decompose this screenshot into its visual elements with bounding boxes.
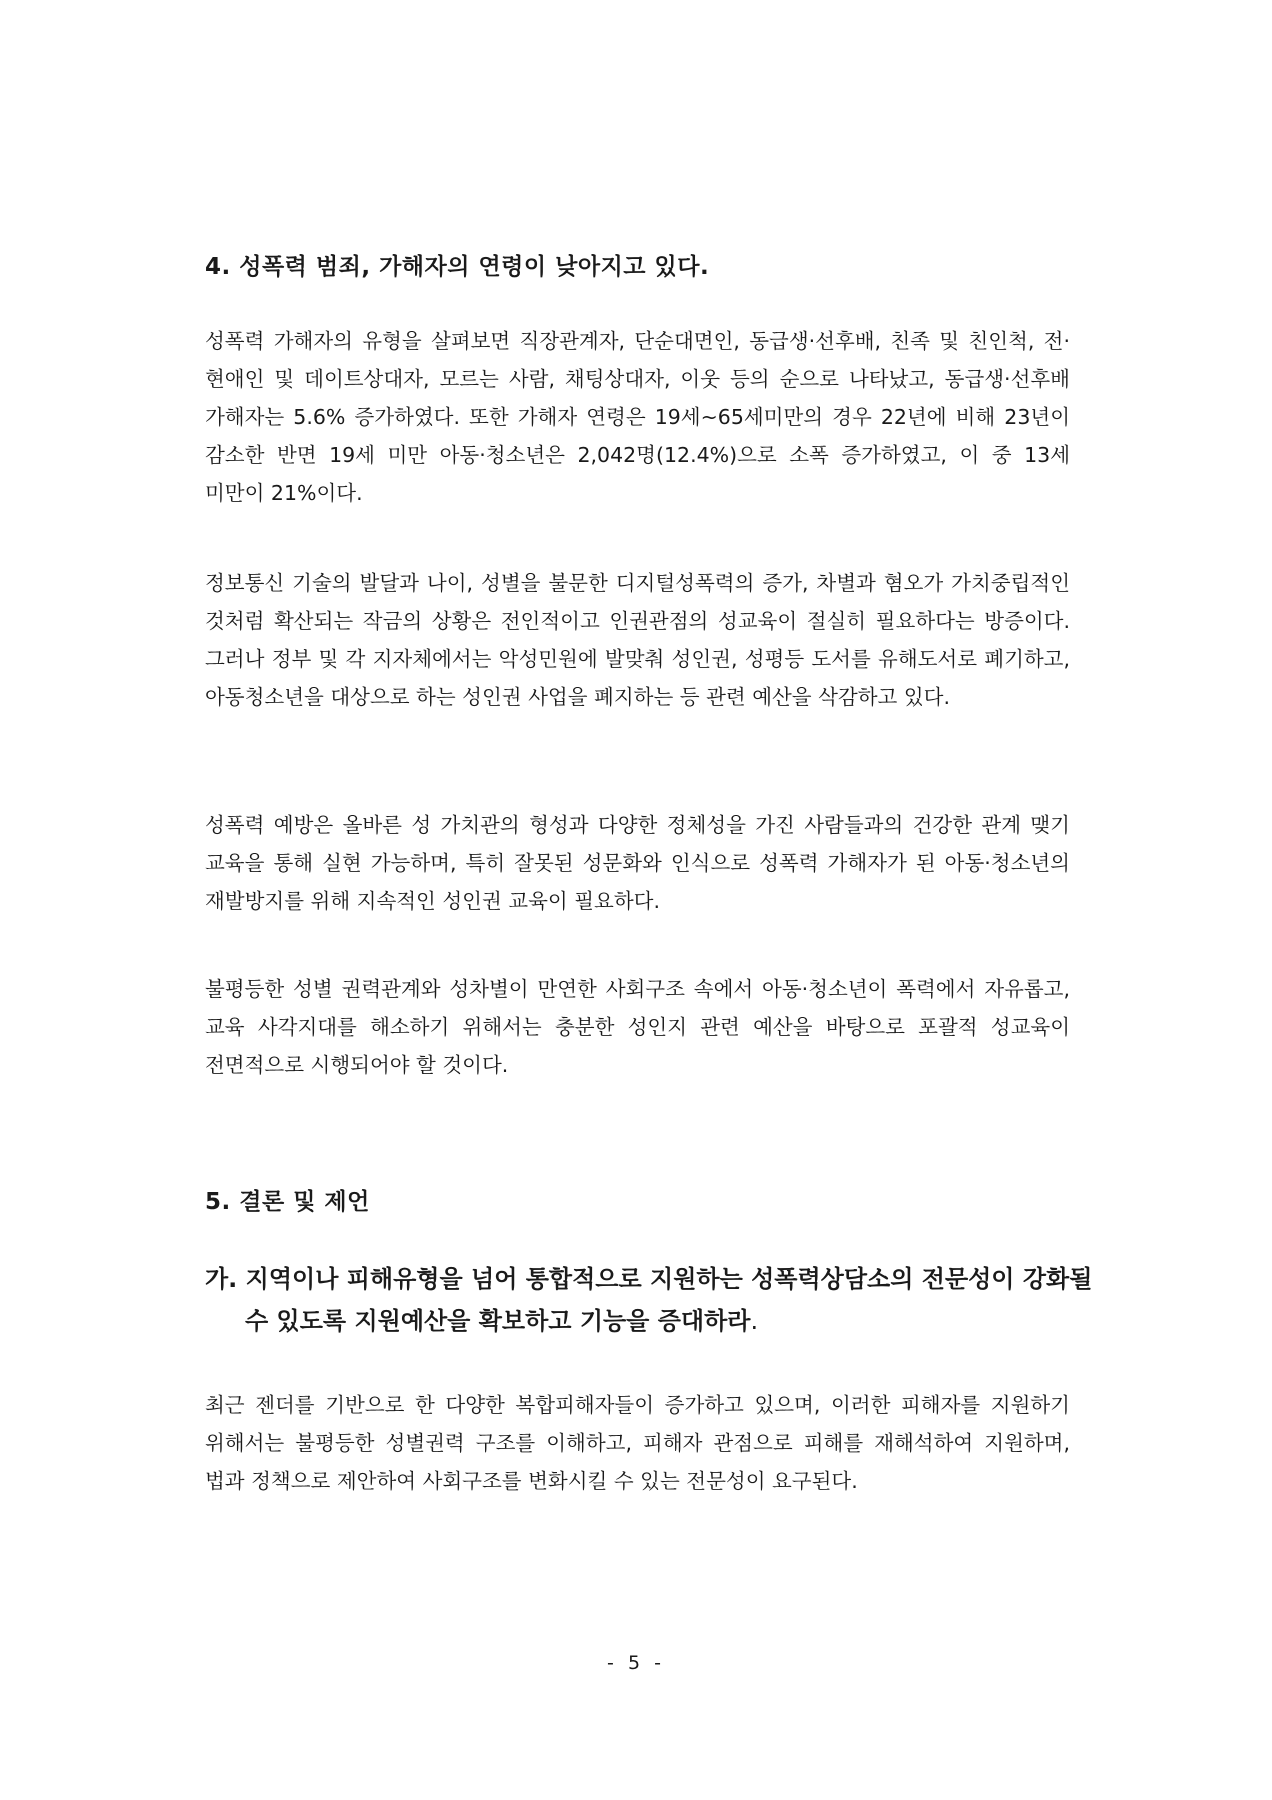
page-number: - 5 - [607,1652,665,1674]
section-4-heading: 4. 성폭력 범죄, 가해자의 연령이 낮아지고 있다. [205,254,710,280]
section-4-paragraph-2: 정보통신 기술의 발달과 나이, 성별을 불문한 디지털성폭력의 증가, 차별과 혐오가 가치중립적인 것처럼 확산되는 작금의 상황은 전인적이고 인권관점의 성교육이 절실히 필요하다는 방증이다. 그러나 정부 및 각 지자체에서는 악성민원에 발맞춰 성인권, 성평등 도서를 유해도서로 폐기하고, 아동청소년을 대상으로 하는 성인권 사업을 폐지하는 등 관련 예산을 삭감하고 있다. [205,571,1070,709]
section-4-paragraph-3: 성폭력 예방은 올바른 성 가치관의 형성과 다양한 정체성을 가진 사람들과의 건강한 관계 맺기 교육을 통해 실현 가능하며, 특히 잘못된 성문화와 인식으로 성폭력 가해자가 된 아동·청소년의 재발방지를 위해 지속적인 성인권 교육이 필요하다. [205,813,1070,913]
section-5-heading: 5. 결론 및 제언 [205,1189,370,1215]
section-4-paragraph-1: 성폭력 가해자의 유형을 살펴보면 직장관계자, 단순대면인, 동급생·선후배, 친족 및 친인척, 전·현애인 및 데이트상대자, 모르는 사람, 채팅상대자, 이웃 등의 순으로 나타났고, 동급생·선후배 가해자는 5.6% 증가하였다. 또한 가해자 연령은 19세~65세미만의 경우 22년에 비해 23년이 감소한 반면 19세 미만 아동·청소년은 2,042명(12.4%)으로 소폭 증가하였고, 이 중 13세 미만이 21%이다. [205,329,1070,505]
recommendation-heading-text: 가. 지역이나 피해유형을 넘어 통합적으로 지원하는 성폭력상담소의 전문성이 강화될 수 있도록 지원예산을 확보하고 기능을 증대하라 [205,1265,1093,1335]
section-4-paragraph-4: 불평등한 성별 권력관계와 성차별이 만연한 사회구조 속에서 아동·청소년이 폭력에서 자유롭고, 교육 사각지대를 해소하기 위해서는 충분한 성인지 관련 예산을 바탕으로 포괄적 성교육이 전면적으로 시행되어야 할 것이다. [205,977,1070,1077]
recommendation-heading [205,1258,1110,1342]
section-5-paragraph: 최근 젠더를 기반으로 한 다양한 복합피해자들이 증가하고 있으며, 이러한 피해자를 지원하기 위해서는 불평등한 성별권력 구조를 이해하고, 피해자 관점으로 피해를 재해석하여 지원하며, 법과 정책으로 제안하여 사회구조를 변화시킬 수 있는 전문성이 요구된다. [205,1393,1070,1493]
recommendation-heading-period: . [750,1307,759,1335]
